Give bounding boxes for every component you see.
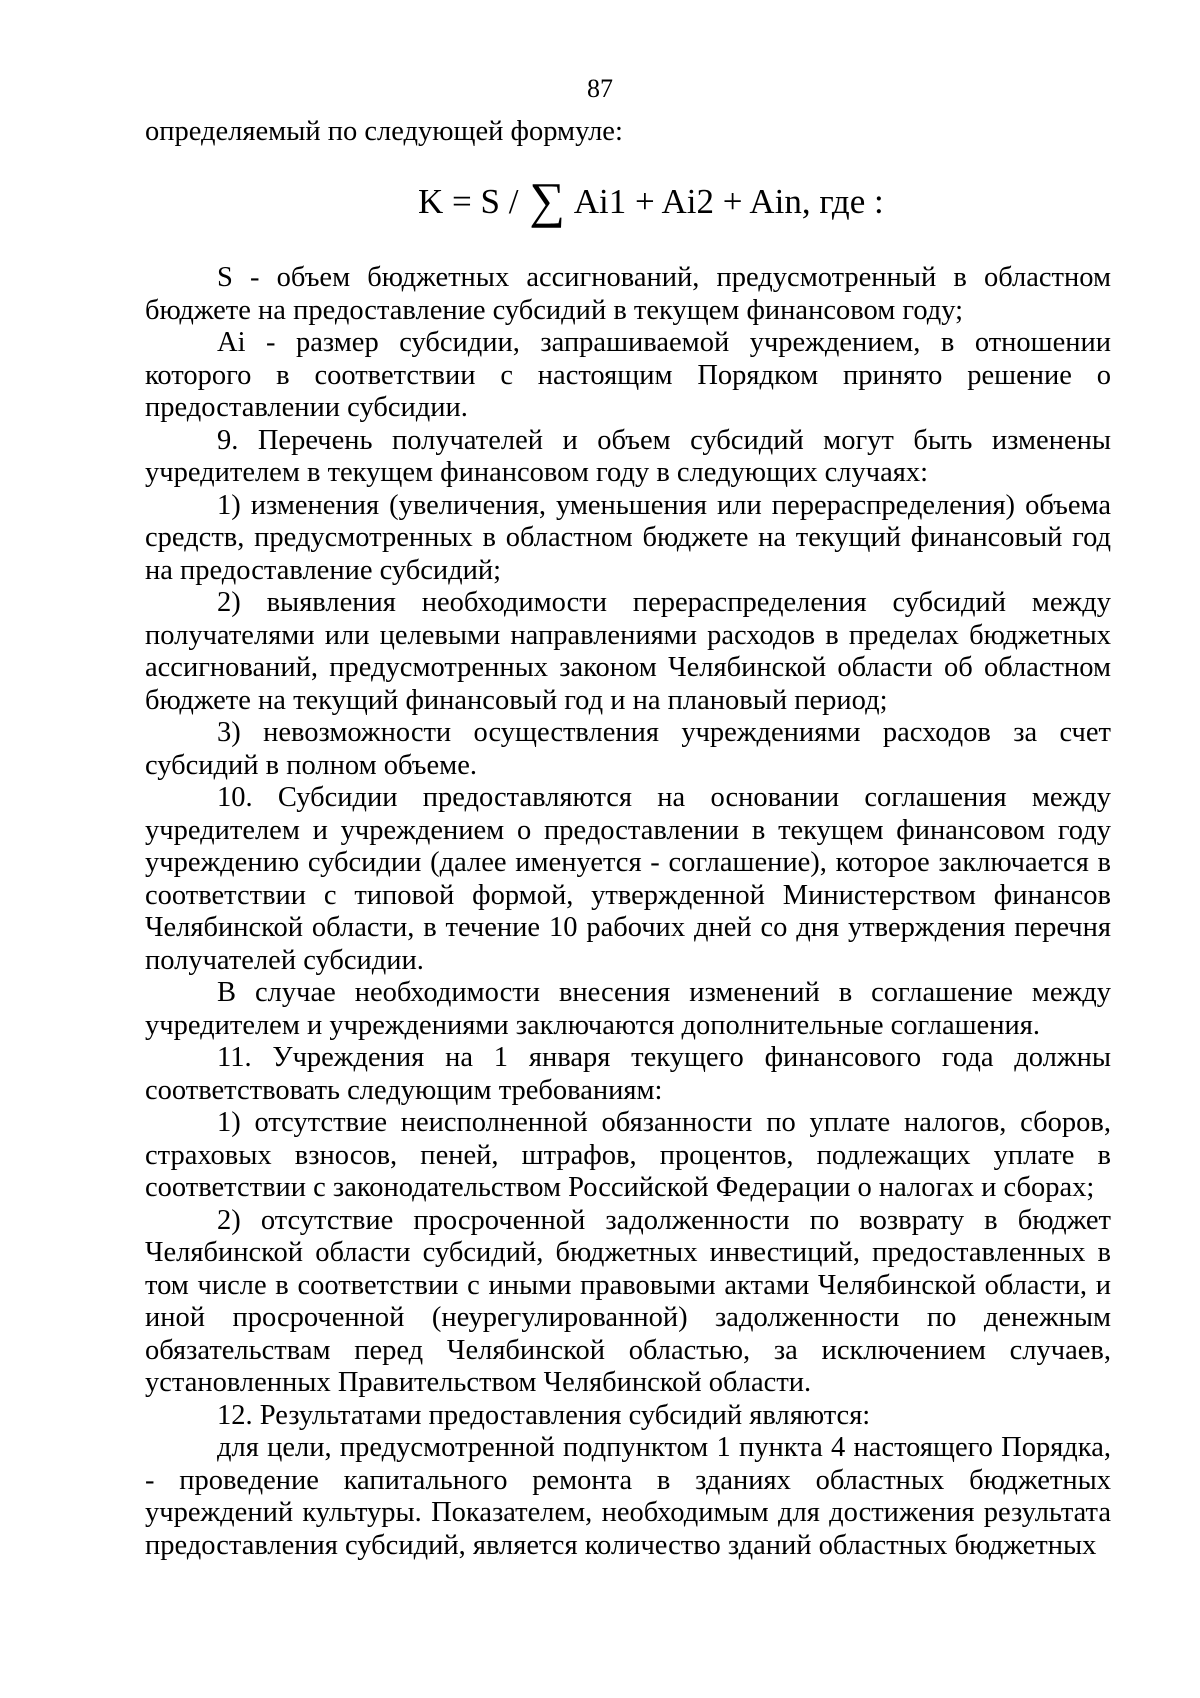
paragraph-9: 9. Перечень получателей и объем субсидий могут быть изменены учредителем в текущем финансовом году в следующих случаях: [145,424,1111,488]
formula-right: Ai1 + Ai2 + Ain, где : [573,182,884,221]
formula-left: K = S / [418,182,519,221]
body-text [145,262,1111,1562]
paragraph-11-item-1: 1) отсутствие неисполненной обязанности по уплате налогов, сборов, страховых взносов, пеней, штрафов, процентов, подлежащих уплате в соответствии с законодательством Российской Федерации о налогах и сборах; [145,1107,1111,1203]
paragraph-9-item-2: 2) выявления необходимости перераспределения субсидий между получателями или целевыми направлениями расходов в пределах бюджетных ассигнований, предусмотренных законом Челябинской области об областном бюджете на текущий финансовый год и на плановый период; [145,587,1111,716]
paragraph-9-item-1: 1) изменения (увеличения, уменьшения или перераспределения) объема средств, предусмотренных в областном бюджете на текущий финансовый год на предоставление субсидий; [145,489,1111,586]
paragraph-10-continued: В случае необходимости внесения изменений в соглашение между учредителем и учреждениями заключаются дополнительные соглашения. [145,977,1111,1041]
paragraph-ai-definition: Ai - размер субсидии, запрашиваемой учреждением, в отношении которого в соответствии с настоящим Порядком принято решение о предоставлении субсидии. [145,327,1111,423]
sigma-symbol: ∑ [529,172,565,228]
paragraph-11: 11. Учреждения на 1 января текущего финансового года должны соответствовать следующим требованиям: [145,1042,1111,1106]
formula [418,172,884,228]
paragraph-12-goal-1: для цели, предусмотренной подпунктом 1 пункта 4 настоящего Порядка, - проведение капитального ремонта в зданиях областных бюджетных учреждений культуры. Показателем, необходимым для достижения результата предоставления субсидий, является количество зданий областных бюджетных [145,1432,1111,1561]
paragraph-s-definition: S - объем бюджетных ассигнований, предусмотренный в областном бюджете на предоставление субсидий в текущем финансовом году; [145,262,1111,326]
paragraph-12: 12. Результатами предоставления субсидий являются: [217,1399,871,1431]
page-number: 87 [587,74,613,103]
paragraph-9-item-3: 3) невозможности осуществления учреждениями расходов за счет субсидий в полном объеме. [145,717,1111,781]
paragraph-10: 10. Субсидии предоставляются на основании соглашения между учредителем и учреждением о предоставлении в текущем финансовом году учреждению субсидии (далее именуется - соглашение), которое заключается в соответствии с типовой формой, утвержденной Министерством финансов Челябинской области, в течение 10 рабочих дней со дня утверждения перечня получателей субсидии. [145,782,1111,976]
paragraph-11-item-2: 2) отсутствие просроченной задолженности по возврату в бюджет Челябинской области субсидий, бюджетных инвестиций, предоставленных в том числе в соответствии с иными правовыми актами Челябинской области, и иной просроченной (неурегулированной) задолженности по денежным обязательствам перед Челябинской областью, за исключением случаев, установленных Правительством Челябинской области. [145,1204,1111,1398]
intro-line: определяемый по следующей формуле: [145,116,623,147]
